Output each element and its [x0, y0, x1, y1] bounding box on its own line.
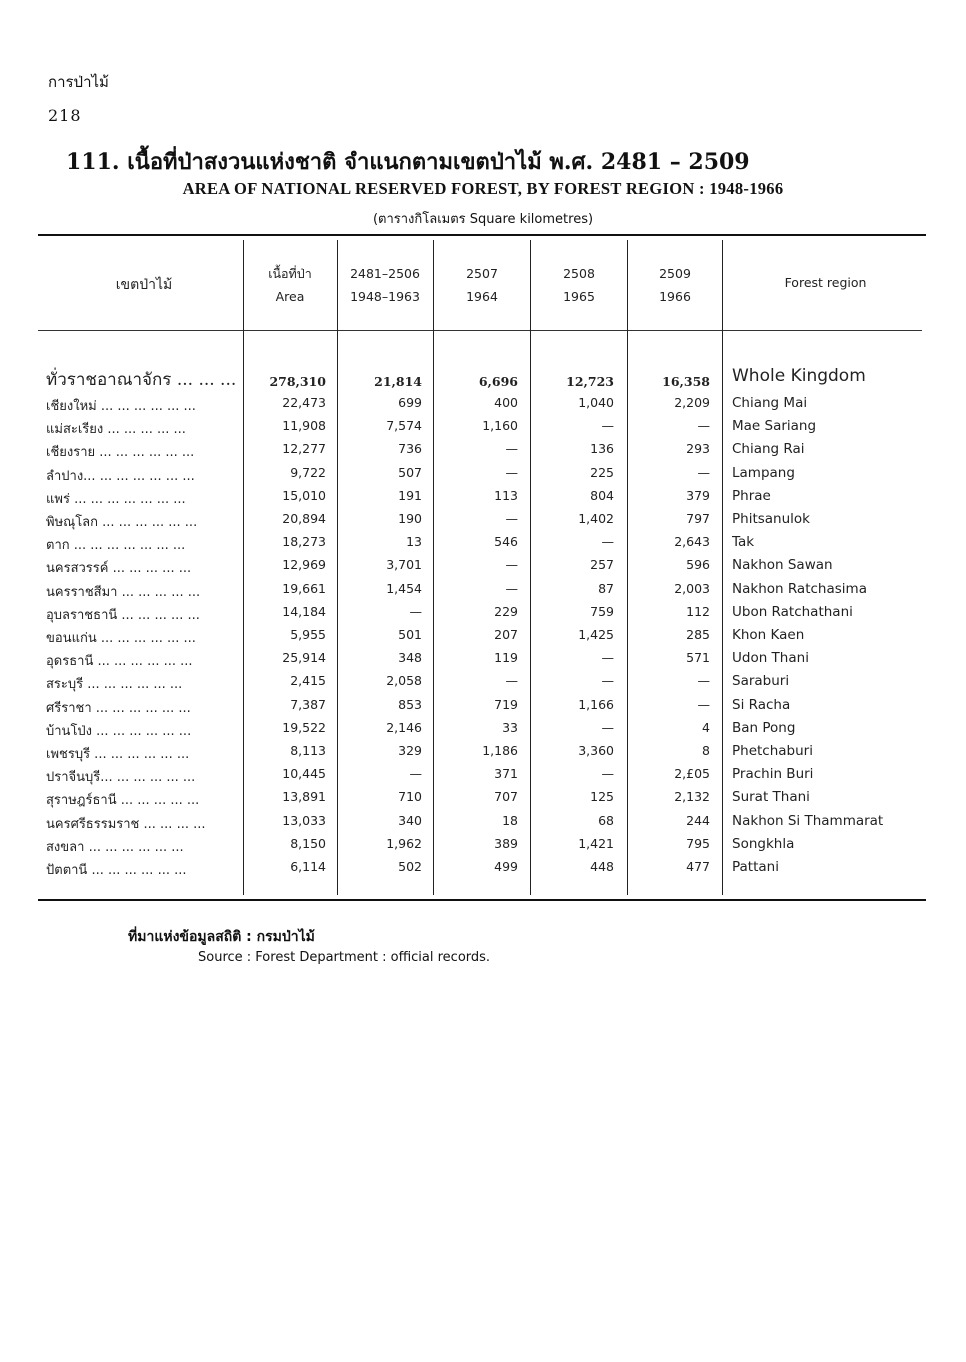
cell-1964: 229 [494, 603, 518, 619]
cell-area: 25,914 [282, 650, 326, 666]
cell-1966: 2,003 [674, 580, 710, 596]
col-head-period-th: 2481–2506 [350, 266, 420, 281]
cell-1948-1963: 502 [398, 859, 422, 874]
cell-area: 22,473 [282, 395, 326, 410]
cell-area: 15,010 [282, 487, 326, 503]
cell-1948-1963: 699 [398, 395, 422, 410]
cell-area: 12,969 [282, 557, 326, 573]
cell-region-th: พิษณุโลก ... ... ... ... ... ... [46, 515, 198, 530]
col-head-1965 [531, 262, 627, 308]
cell-1964: 6,696 [478, 374, 518, 389]
cell-1966: 16,358 [662, 374, 710, 389]
cell-region-en: Songkhla [732, 835, 795, 852]
cell-1965: — [601, 650, 614, 666]
cell-1965: 1,425 [578, 627, 614, 642]
cell-area: 6,114 [290, 859, 326, 874]
cell-1964: 33 [502, 719, 518, 735]
col-head-area-th: เนื้อที่ป่า [268, 266, 312, 281]
cell-area: 13,891 [282, 789, 326, 805]
cell-area: 14,184 [282, 603, 326, 619]
cell-1965: 12,723 [566, 374, 614, 389]
cell-region-th: ทั่วราชอาณาจักร ... ... ... [46, 370, 237, 390]
cell-1965: 68 [598, 812, 614, 828]
cell-1948-1963: 2,146 [386, 719, 422, 735]
cell-area: 19,661 [282, 580, 326, 596]
table-bottom-rule [38, 899, 926, 901]
cell-1965: 1,040 [578, 395, 614, 410]
col-head-1965-th: 2508 [563, 266, 595, 281]
cell-region-th: นครสวรรค์ ... ... ... ... ... [46, 561, 192, 577]
cell-1966: 379 [686, 487, 710, 503]
cell-1948-1963: 329 [398, 743, 422, 758]
cell-1966: 2,£05 [674, 766, 710, 782]
cell-1964: — [505, 580, 518, 596]
table-top-rule [38, 234, 926, 236]
cell-1965: 1,421 [578, 835, 614, 851]
cell-1948-1963: 340 [398, 812, 422, 828]
cell-1965: — [601, 534, 614, 550]
cell-region-th: ลำปาง... ... ... ... ... ... ... [46, 468, 195, 484]
cell-area: 10,445 [282, 766, 326, 782]
cell-1948-1963: 710 [398, 789, 422, 805]
cell-1965: — [601, 766, 614, 782]
cell-1964: — [505, 673, 518, 689]
col-head-period [338, 262, 432, 308]
col-head-1964-en: 1964 [466, 289, 498, 304]
cell-1966: 2,209 [674, 395, 710, 410]
cell-1964: — [505, 511, 518, 526]
cell-area: 19,522 [282, 719, 326, 735]
cell-1966: 112 [686, 603, 710, 619]
cell-1948-1963: 348 [398, 650, 422, 666]
cell-region-th: อุบลราชธานี ... ... ... ... ... [46, 607, 200, 623]
cell-1966: — [697, 464, 710, 480]
cell-region-th: อุดรธานี ... ... ... ... ... ... [46, 654, 193, 670]
cell-region-th: ศรีราชา ... ... ... ... ... ... [46, 700, 191, 716]
cell-area: 278,310 [269, 374, 326, 389]
cell-1966: 8 [702, 743, 710, 758]
cell-region-th: เชียงราย ... ... ... ... ... ... [46, 445, 195, 461]
cell-1964: 546 [494, 534, 518, 550]
cell-region-en: Saraburi [732, 673, 790, 690]
cell-1965: — [601, 418, 614, 434]
cell-1966: 571 [686, 650, 710, 666]
cell-region-en: Whole Kingdom [732, 366, 866, 386]
cell-region-th: ปัตตานี ... ... ... ... ... ... [46, 863, 187, 878]
cell-area: 8,113 [290, 743, 326, 758]
cell-1966: 2,643 [674, 534, 710, 550]
cell-region-en: Phitsanulok [732, 511, 810, 527]
cell-area: 12,277 [282, 441, 326, 457]
cell-1948-1963: 191 [398, 487, 422, 503]
cell-1948-1963: 507 [398, 464, 422, 480]
cell-region-en: Lampang [732, 464, 795, 481]
cell-1964: 207 [494, 627, 518, 642]
col-head-1966 [628, 262, 722, 308]
col-head-region-en: Forest region [784, 275, 867, 290]
cell-1948-1963: 190 [398, 511, 422, 526]
table-number: 111. [66, 149, 120, 175]
cell-1964: 719 [494, 696, 518, 712]
cell-region-en: Udon Thani [732, 650, 809, 667]
cell-1948-1963: — [409, 603, 422, 619]
cell-region-en: Nakhon Ratchasima [732, 580, 867, 597]
col-head-region-th: เขตป่าไม้ [115, 277, 173, 293]
column-divider [722, 240, 723, 895]
cell-1965: — [601, 673, 614, 689]
cell-1964: 18 [502, 812, 518, 828]
cell-1964: 707 [494, 789, 518, 805]
cell-region-en: Ubon Ratchathani [732, 603, 853, 620]
cell-1948-1963: 736 [398, 441, 422, 457]
cell-1964: 1,160 [482, 418, 518, 434]
cell-area: 9,722 [290, 464, 326, 480]
cell-1966: 293 [686, 441, 710, 457]
cell-area: 20,894 [282, 511, 326, 526]
cell-area: 11,908 [282, 418, 326, 434]
table-title-thai [66, 144, 750, 179]
cell-area: 5,955 [290, 627, 326, 642]
cell-1948-1963: 7,574 [386, 418, 422, 434]
col-head-1964 [434, 262, 530, 308]
cell-1966: 285 [686, 627, 710, 642]
cell-region-en: Chiang Mai [732, 395, 808, 411]
unit-note: (ตารางกิโลเมตร Square kilometres) [372, 212, 594, 227]
cell-region-th: ขอนแก่น ... ... ... ... ... ... [46, 631, 196, 646]
col-head-area [244, 262, 336, 308]
source-english: Source : Forest Department : official records. [198, 950, 491, 965]
title-thai-text: เนื้อที่ป่าสงวนแห่งชาติ จำแนกตามเขตป่าไม้ พ.ศ. 2481 – 2509 [127, 149, 750, 175]
cell-1965: 257 [590, 557, 614, 573]
cell-1966: 477 [686, 859, 710, 874]
cell-1966: 4 [702, 719, 710, 735]
cell-1966: — [697, 418, 710, 434]
cell-region-en: Surat Thani [732, 789, 810, 806]
cell-1964: — [505, 464, 518, 480]
cell-region-en: Mae Sariang [732, 418, 817, 435]
cell-area: 8,150 [290, 835, 326, 851]
cell-1966: 2,132 [674, 789, 710, 805]
cell-region-th: เชียงใหม่ ... ... ... ... ... ... [46, 399, 196, 414]
cell-1964: — [505, 557, 518, 573]
cell-1964: 400 [494, 395, 518, 410]
cell-1964: 389 [494, 835, 518, 851]
cell-1948-1963: 853 [398, 696, 422, 712]
col-head-1964-th: 2507 [466, 266, 498, 281]
cell-1965: 1,166 [578, 696, 614, 712]
cell-area: 13,033 [282, 812, 326, 828]
col-head-area-en: Area [275, 289, 305, 304]
cell-1965: 759 [590, 603, 614, 619]
cell-1964: 1,186 [482, 743, 518, 758]
cell-1965: 1,402 [578, 511, 614, 526]
cell-region-en: Prachin Buri [732, 766, 814, 783]
cell-1948-1963: 21,814 [374, 374, 422, 389]
cell-region-th: สระบุรี ... ... ... ... ... ... [46, 677, 183, 693]
cell-region-en: Phrae [732, 487, 771, 504]
header-bottom-rule [38, 330, 922, 331]
cell-region-en: Phetchaburi [732, 743, 813, 759]
cell-1965: 125 [590, 789, 614, 805]
cell-region-th: ปราจีนบุรี... ... ... ... ... ... [46, 770, 196, 786]
cell-1965: 87 [598, 580, 614, 596]
col-head-1965-en: 1965 [563, 289, 595, 304]
cell-region-th: นครราชสีมา ... ... ... ... ... [46, 584, 201, 600]
source-thai: ที่มาแห่งข้อมูลสถิติ : กรมป่าไม้ [128, 929, 315, 945]
cell-region-en: Pattani [732, 859, 779, 875]
cell-area: 7,387 [290, 696, 326, 712]
cell-1948-1963: 1,454 [386, 580, 422, 596]
col-head-1966-th: 2509 [659, 266, 691, 281]
cell-area: 2,415 [290, 673, 326, 689]
cell-1965: — [601, 719, 614, 735]
cell-1964: 371 [494, 766, 518, 782]
cell-region-en: Ban Pong [732, 719, 796, 736]
cell-region-th: เพชรบุรี ... ... ... ... ... ... [46, 747, 190, 762]
cell-1964: 113 [494, 487, 518, 503]
cell-region-en: Khon Kaen [732, 627, 805, 643]
cell-area: 18,273 [282, 534, 326, 550]
cell-1964: 499 [494, 859, 518, 874]
chapter-header: การป่าไม้ [48, 73, 109, 91]
cell-region-en: Si Racha [732, 696, 791, 713]
cell-region-th: สงขลา ... ... ... ... ... ... [46, 839, 184, 855]
cell-region-th: แพร่ ... ... ... ... ... ... ... [46, 491, 186, 507]
cell-region-en: Nakhon Sawan [732, 557, 833, 574]
cell-1966: 244 [686, 812, 710, 828]
cell-1965: 3,360 [578, 743, 614, 758]
cell-1966: — [697, 696, 710, 712]
cell-1965: 225 [590, 464, 614, 480]
cell-1948-1963: 2,058 [386, 673, 422, 689]
cell-region-th: สุราษฎร์ธานี ... ... ... ... ... [46, 793, 200, 809]
col-head-period-en: 1948–1963 [350, 289, 420, 304]
cell-1948-1963: 3,701 [386, 557, 422, 573]
cell-region-en: Chiang Rai [732, 441, 805, 458]
cell-1948-1963: 1,962 [386, 835, 422, 851]
cell-1966: 797 [686, 511, 710, 526]
table-title-english: AREA OF NATIONAL RESERVED FOREST, BY FOREST REGION : 1948-1966 [182, 179, 784, 198]
cell-1948-1963: — [409, 766, 422, 782]
cell-region-en: Tak [732, 534, 755, 551]
cell-1966: 795 [686, 835, 710, 851]
cell-1966: 596 [686, 557, 710, 573]
cell-1965: 804 [590, 487, 614, 503]
page-number: 218 [48, 106, 82, 125]
col-head-1966-en: 1966 [659, 289, 691, 304]
cell-region-th: นครศรีธรรมราช ... ... ... ... [46, 816, 206, 832]
cell-1965: 448 [590, 859, 614, 874]
cell-region-th: บ้านโป่ง ... ... ... ... ... ... [46, 723, 192, 739]
cell-1964: 119 [494, 650, 518, 666]
cell-region-th: แม่สะเรียง ... ... ... ... ... [46, 422, 186, 438]
cell-region-th: ตาก ... ... ... ... ... ... ... [46, 538, 186, 554]
cell-1966: — [697, 673, 710, 689]
cell-region-en: Nakhon Si Thammarat [732, 812, 884, 829]
cell-1948-1963: 501 [398, 627, 422, 642]
cell-1965: 136 [590, 441, 614, 457]
cell-1948-1963: 13 [406, 534, 422, 550]
cell-1964: — [505, 441, 518, 457]
